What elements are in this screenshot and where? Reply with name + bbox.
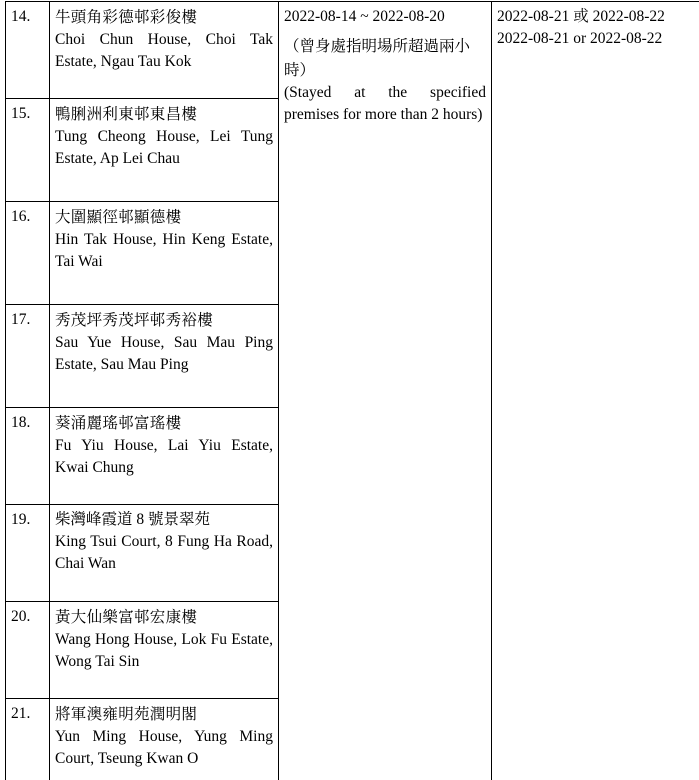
period-note-en: (Stayed at the specified premises for more than 2 hours): [284, 83, 486, 123]
premises-name-en: Wang Hong House, Lok Fu Estate, Wong Tai Sin: [55, 631, 273, 671]
premises-cell: [50, 408, 279, 505]
premises-cell: [50, 505, 279, 602]
premises-name-en: King Tsui Court, 8 Fung Ha Road, Chai Wan: [55, 533, 273, 573]
row-number: 14.: [11, 8, 31, 25]
row-number-cell: [6, 408, 50, 505]
testing-date-en: 2022-08-21 or 2022-08-22: [497, 30, 663, 48]
premises-name-en: Hin Tak House, Hin Keng Estate, Tai Wai: [55, 231, 273, 271]
premises-name-zh: 牛頭角彩德邨彩俊樓: [55, 8, 198, 26]
premises-name-en: Yun Ming House, Yung Ming Court, Tseung Kwan O: [55, 728, 273, 768]
period-note-zh: （曾身處指明場所超過兩小時）: [284, 37, 471, 79]
premises-cell: [50, 699, 279, 780]
premises-cell: [50, 602, 279, 699]
row-number: 15.: [11, 105, 31, 122]
premises-name-en: Choi Chun House, Choi Tak Estate, Ngau Tau Kok: [55, 31, 273, 71]
premises-name-zh: 鴨脷洲利東邨東昌樓: [55, 105, 198, 123]
premises-cell: [50, 99, 279, 202]
row-number: 20.: [11, 608, 31, 625]
row-number-cell: [6, 202, 50, 305]
testing-date-cell: [492, 2, 699, 780]
row-number: 17.: [11, 311, 31, 328]
premises-name-en: Sau Yue House, Sau Mau Ping Estate, Sau Mau Ping: [55, 334, 273, 374]
period-range: 2022-08-14 ~ 2022-08-20: [284, 8, 445, 25]
period-cell: [279, 2, 492, 780]
premises-name-zh: 柴灣峰霞道 8 號景翠苑: [55, 511, 211, 528]
row-number-cell: [6, 305, 50, 408]
table-row: [6, 2, 699, 99]
row-number: 21.: [11, 705, 31, 722]
premises-name-zh: 大圍顯徑邨顯德樓: [55, 208, 182, 226]
row-number: 16.: [11, 208, 31, 225]
row-number-cell: [6, 99, 50, 202]
row-number-cell: [6, 602, 50, 699]
row-number-cell: [6, 699, 50, 780]
row-number: 19.: [11, 511, 31, 528]
row-number-cell: [6, 505, 50, 602]
row-number-cell: [6, 2, 50, 99]
premises-name-zh: 葵涌麗瑤邨富瑤樓: [55, 414, 182, 432]
premises-name-en: Fu Yiu House, Lai Yiu Estate, Kwai Chung: [55, 437, 273, 477]
premises-cell: [50, 202, 279, 305]
specified-premises-table: [5, 1, 699, 780]
premises-cell: [50, 2, 279, 99]
spacer: [284, 28, 486, 35]
testing-date-zh: 2022-08-21 或 2022-08-22: [497, 8, 665, 25]
premises-name-en: Tung Cheong House, Lei Tung Estate, Ap Lei Chau: [55, 128, 273, 168]
premises-name-zh: 秀茂坪秀茂坪邨秀裕樓: [55, 311, 214, 329]
row-number: 18.: [11, 414, 31, 431]
premises-name-zh: 黃大仙樂富邨宏康樓: [55, 608, 198, 626]
premises-name-zh: 將軍澳雍明苑潤明閣: [55, 705, 198, 723]
premises-cell: [50, 305, 279, 408]
